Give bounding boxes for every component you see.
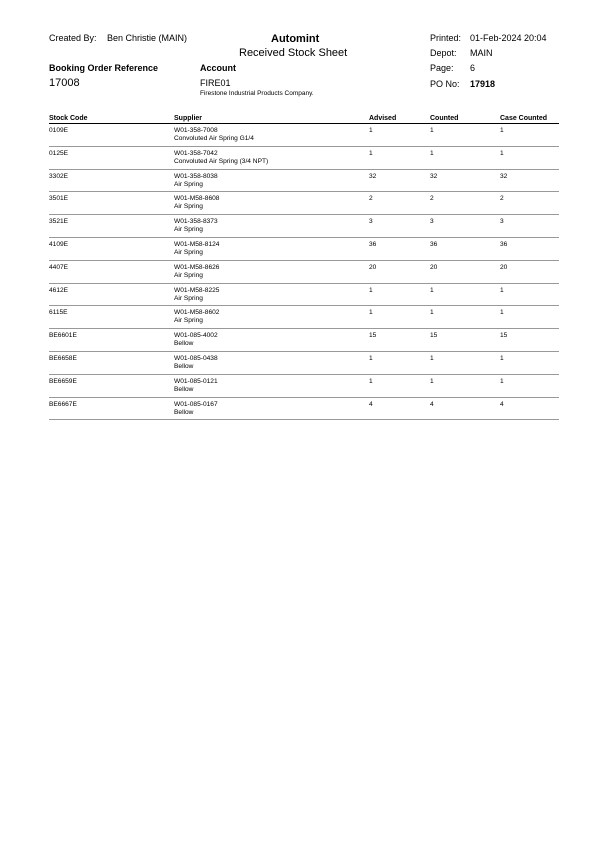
case-counted-qty: 4 bbox=[500, 400, 504, 408]
table-row bbox=[49, 375, 559, 398]
advised-qty: 1 bbox=[369, 354, 373, 362]
stock-code: BE6667E bbox=[49, 400, 77, 408]
item-description: Air Spring bbox=[174, 248, 203, 256]
stock-code: 4407E bbox=[49, 263, 69, 271]
case-counted-qty: 1 bbox=[500, 377, 504, 385]
supplier-code: W01-358-7008 bbox=[174, 127, 218, 134]
supplier-cell bbox=[174, 241, 219, 257]
stock-code: 6115E bbox=[49, 309, 68, 317]
case-counted-qty: 1 bbox=[500, 149, 504, 157]
report-title: Received Stock Sheet bbox=[239, 47, 348, 59]
col-stock-code: Stock Code bbox=[49, 115, 88, 122]
supplier-cell bbox=[174, 355, 218, 371]
item-description: Bellow bbox=[174, 340, 194, 348]
po-value: 17918 bbox=[470, 79, 496, 89]
advised-qty: 1 bbox=[369, 286, 373, 294]
page-value: 6 bbox=[470, 63, 476, 73]
counted-qty: 1 bbox=[430, 149, 434, 157]
case-counted-qty: 1 bbox=[500, 127, 504, 134]
supplier-code: W01-M58-8608 bbox=[174, 195, 220, 203]
advised-qty: 20 bbox=[369, 263, 377, 271]
advised-qty: 32 bbox=[369, 172, 377, 180]
table-row bbox=[49, 284, 559, 307]
stock-code: 3521E bbox=[49, 218, 69, 226]
item-description: Air Spring bbox=[174, 271, 203, 279]
item-description: Air Spring bbox=[174, 203, 203, 211]
item-description: Bellow bbox=[174, 408, 194, 416]
item-description: Air Spring bbox=[174, 226, 203, 234]
supplier-code: W01-M58-8124 bbox=[174, 240, 220, 248]
item-description: Air Spring bbox=[174, 180, 203, 188]
booking-ref-label: Booking Order Reference bbox=[49, 63, 159, 73]
case-counted-qty: 1 bbox=[500, 309, 504, 317]
supplier-cell bbox=[174, 195, 219, 211]
supplier-code: W01-358-7042 bbox=[174, 149, 218, 157]
counted-qty: 2 bbox=[430, 195, 434, 203]
table-row bbox=[49, 398, 559, 421]
supplier-cell bbox=[174, 150, 268, 166]
table-row bbox=[49, 124, 559, 147]
supplier-cell bbox=[174, 378, 218, 394]
col-counted: Counted bbox=[430, 115, 459, 122]
stock-code: BE6658E bbox=[49, 354, 77, 362]
counted-qty: 15 bbox=[430, 332, 438, 340]
supplier-code: W01-358-8373 bbox=[174, 218, 218, 226]
counted-qty: 3 bbox=[430, 218, 434, 226]
supplier-code: W01-085-0121 bbox=[174, 377, 218, 385]
item-description: Convoluted Air Spring (3/4 NPT) bbox=[174, 157, 269, 165]
stock-code: 3501E bbox=[49, 195, 69, 203]
counted-qty: 1 bbox=[430, 286, 434, 294]
case-counted-qty: 3 bbox=[500, 218, 504, 226]
table-row bbox=[49, 306, 559, 329]
supplier-code: W01-M58-8626 bbox=[174, 263, 220, 271]
counted-qty: 36 bbox=[430, 240, 438, 248]
printed-value: 01-Feb-2024 20:04 bbox=[470, 33, 547, 43]
table-row bbox=[49, 261, 559, 284]
item-description: Bellow bbox=[174, 362, 194, 370]
advised-qty: 1 bbox=[369, 127, 373, 134]
stock-code: 4612E bbox=[49, 286, 69, 294]
stock-code: BE6659E bbox=[49, 377, 77, 385]
supplier-cell bbox=[174, 218, 218, 234]
stock-code: 0109E bbox=[49, 127, 69, 134]
advised-qty: 1 bbox=[369, 377, 373, 385]
item-description: Air Spring bbox=[174, 294, 203, 302]
col-advised: Advised bbox=[369, 115, 397, 122]
supplier-cell bbox=[174, 332, 218, 348]
supplier-code: W01-M58-8225 bbox=[174, 286, 220, 294]
item-description: Air Spring bbox=[174, 317, 203, 325]
depot-label: Depot: bbox=[430, 48, 457, 58]
supplier-code: W01-085-0438 bbox=[174, 354, 218, 362]
case-counted-qty: 2 bbox=[500, 195, 504, 203]
counted-qty: 1 bbox=[430, 377, 434, 385]
page-label: Page: bbox=[430, 63, 454, 73]
supplier-code: W01-085-0167 bbox=[174, 400, 218, 408]
supplier-cell bbox=[174, 127, 254, 143]
table-row bbox=[49, 238, 559, 261]
supplier-cell bbox=[174, 309, 219, 325]
table-row bbox=[49, 170, 559, 193]
stock-code: 4109E bbox=[49, 240, 69, 248]
depot-value: MAIN bbox=[470, 48, 493, 58]
counted-qty: 1 bbox=[430, 309, 434, 317]
created-by-value: Ben Christie (MAIN) bbox=[107, 33, 188, 43]
table-row bbox=[49, 352, 559, 375]
item-description: Bellow bbox=[174, 385, 194, 393]
supplier-code: W01-M58-8602 bbox=[174, 309, 220, 317]
supplier-cell bbox=[174, 264, 219, 280]
supplier-cell bbox=[174, 287, 219, 303]
stock-code: 3302E bbox=[49, 172, 69, 180]
account-code: FIRE01 bbox=[200, 78, 231, 88]
counted-qty: 4 bbox=[430, 400, 434, 408]
advised-qty: 2 bbox=[369, 195, 373, 203]
supplier-cell bbox=[174, 401, 218, 417]
counted-qty: 1 bbox=[430, 127, 434, 134]
col-supplier: Supplier bbox=[174, 115, 203, 122]
company-title: Automint bbox=[271, 33, 320, 45]
booking-ref-value: 17008 bbox=[49, 77, 80, 89]
item-description: Convoluted Air Spring G1/4 bbox=[174, 135, 254, 142]
supplier-code: W01-358-8038 bbox=[174, 172, 218, 180]
po-label: PO No: bbox=[430, 79, 460, 89]
table-row bbox=[49, 147, 559, 170]
col-case-counted: Case Counted bbox=[500, 115, 548, 122]
advised-qty: 3 bbox=[369, 218, 373, 226]
case-counted-qty: 15 bbox=[500, 332, 508, 340]
table-row bbox=[49, 192, 559, 215]
account-label: Account bbox=[200, 63, 236, 73]
table-row bbox=[49, 215, 559, 238]
advised-qty: 1 bbox=[369, 309, 373, 317]
advised-qty: 36 bbox=[369, 240, 377, 248]
counted-qty: 20 bbox=[430, 263, 438, 271]
case-counted-qty: 1 bbox=[500, 286, 504, 294]
supplier-cell bbox=[174, 173, 218, 189]
table-row bbox=[49, 329, 559, 352]
counted-qty: 1 bbox=[430, 354, 434, 362]
case-counted-qty: 20 bbox=[500, 263, 508, 271]
supplier-code: W01-085-4002 bbox=[174, 332, 218, 340]
stock-code: BE6601E bbox=[49, 332, 77, 340]
created-by-label: Created By: bbox=[49, 33, 97, 43]
advised-qty: 15 bbox=[369, 332, 377, 340]
advised-qty: 1 bbox=[369, 149, 373, 157]
stock-code: 0125E bbox=[49, 149, 69, 157]
stock-table-body bbox=[49, 124, 559, 420]
case-counted-qty: 1 bbox=[500, 354, 504, 362]
case-counted-qty: 36 bbox=[500, 240, 508, 248]
account-name: Firestone Industrial Products Company. bbox=[200, 90, 314, 97]
printed-label: Printed: bbox=[430, 33, 462, 43]
advised-qty: 4 bbox=[369, 400, 373, 408]
case-counted-qty: 32 bbox=[500, 172, 508, 180]
counted-qty: 32 bbox=[430, 172, 438, 180]
